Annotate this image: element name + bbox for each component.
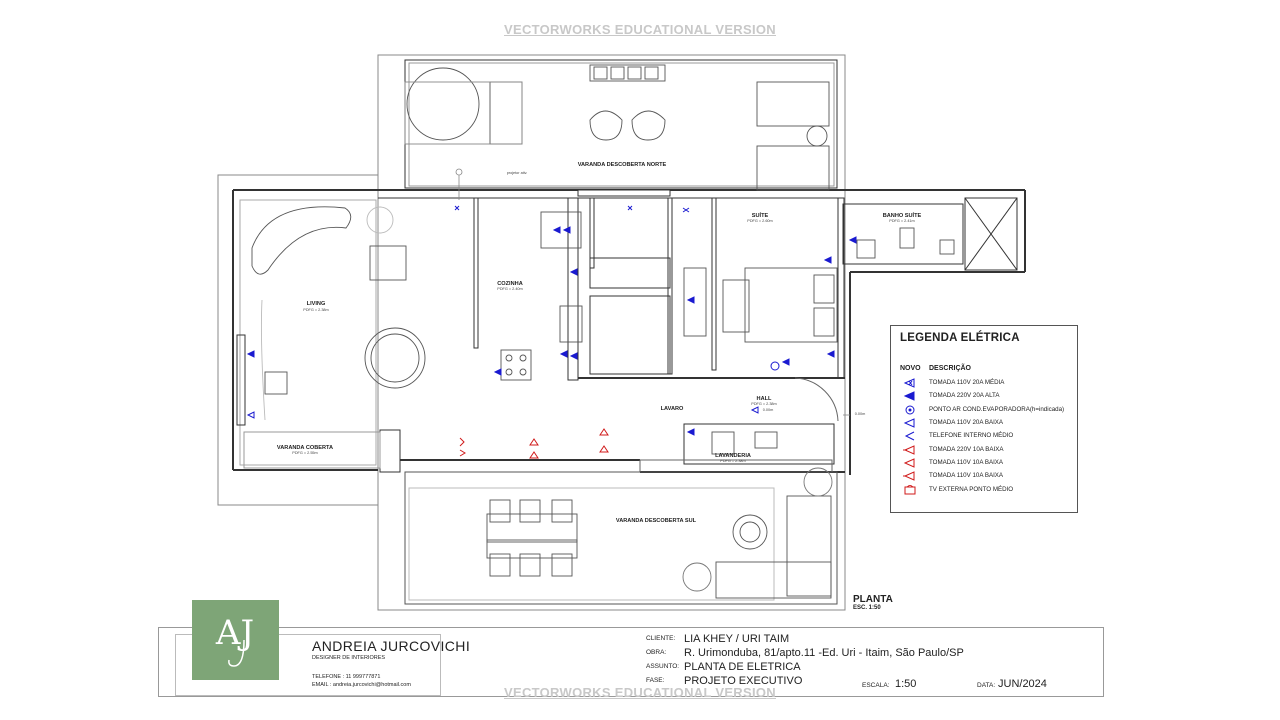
room-height: PDFG = 2.40m [497, 287, 523, 291]
triangle-outlet-icon [903, 378, 917, 388]
legend-row: TOMADA 110V 20A MÉDIA [891, 377, 1079, 390]
plan-note: 0.00m [762, 408, 774, 412]
designer-email: EMAIL : andreia.jurcovichi@hotmail.com [312, 682, 411, 688]
designer-info [312, 638, 470, 689]
scale-label: ESCALA: [862, 682, 890, 689]
room-label: SUÍTE [751, 213, 769, 219]
scale-value: 1:50 [895, 678, 917, 690]
legend-row: TOMADA 220V 10A BAIXA [891, 444, 1079, 457]
legend-col-desc: DESCRIÇÃO [929, 365, 972, 372]
date-label: DATA: [977, 682, 996, 689]
client-value: LIA KHEY / URI TAIM [684, 633, 790, 645]
phone-point-icon [903, 431, 917, 441]
legend-title: LEGENDA ELÉTRICA [900, 332, 1020, 344]
legend-row: TELEFONE INTERNO MÉDIO [891, 430, 1079, 443]
plan-note: projetor ativ. [506, 171, 528, 175]
legend-row: TOMADA 110V 10A BAIXA [891, 457, 1079, 470]
triangle-filled-outlet-icon [903, 391, 917, 401]
plan-title: PLANTA [853, 594, 893, 605]
date-value: JUN/2024 [998, 678, 1047, 690]
tv-point-icon [903, 485, 917, 495]
designer-logo [192, 600, 279, 680]
room-label: VARANDA DESCOBERTA SUL [615, 518, 697, 524]
legend-row: TOMADA 220V 20A ALTA [891, 390, 1079, 403]
designer-phone: TELEFONE : 11 999777871 [312, 674, 381, 680]
plan-note: 0.00m [854, 412, 866, 416]
plan-scale: ESC. 1:50 [853, 605, 881, 611]
phase-value: PROJETO EXECUTIVO [684, 675, 803, 687]
legend-row: TOMADA 110V 10A BAIXA [891, 470, 1079, 483]
electrical-legend [890, 325, 1078, 513]
room-height: PDFG = 2.38m [751, 402, 777, 406]
room-height: PDFG = 2.60m [747, 219, 773, 223]
designer-name: ANDREIA JURCOVICHI [312, 638, 471, 654]
room-label: COZINHA [497, 281, 523, 287]
living-outer-boundary [218, 175, 378, 505]
room-label: VARANDA COBERTA [276, 445, 334, 451]
room-height: PDFG = 2.41m [889, 219, 915, 223]
phase-label: FASE: [646, 677, 665, 684]
room-height: PDFG = 2.55m [292, 451, 318, 455]
work-value: R. Urimonduba, 81/apto.11 -Ed. Uri - Itaim, São Paulo/SP [684, 647, 964, 659]
room-label: LAVANDERIA [715, 453, 751, 459]
work-label: OBRA: [646, 649, 667, 656]
svg-text:AJ: AJ [215, 613, 255, 653]
designer-subtitle: DESIGNER DE INTERIORES [312, 655, 386, 661]
legend-row: PONTO AR COND.EVAPORADORA(h=indicada) [891, 404, 1079, 417]
room-label: VARANDA DESCOBERTA NORTE [577, 162, 667, 168]
room-label: BANHO SUÍTE [882, 213, 922, 219]
aj-monogram-icon [192, 600, 279, 680]
legend-row: TV EXTERNA PONTO MÉDIO [891, 484, 1079, 497]
outlet-low-icon [903, 418, 917, 428]
ac-point-icon [903, 405, 917, 415]
outer-boundary [378, 55, 845, 610]
legend-col-new: NOVO [900, 365, 921, 372]
room-label: LIVING [306, 301, 326, 307]
room-height: PDFG = 2.38m [720, 459, 746, 463]
watermark-bottom: VECTORWORKS EDUCATIONAL VERSION [504, 685, 776, 700]
subject-value: PLANTA DE ELETRICA [684, 661, 801, 673]
room-label: HALL [756, 396, 772, 402]
watermark-top: VECTORWORKS EDUCATIONAL VERSION [504, 22, 776, 37]
subject-label: ASSUNTO: [646, 663, 680, 670]
room-label: LAVARO [660, 406, 684, 412]
outlet-110-low-icon [903, 471, 917, 481]
outlet-110-low-icon [903, 458, 917, 468]
room-height: PDFG = 2.38m [303, 308, 329, 312]
client-label: CLIENTE: [646, 635, 676, 642]
outlet-220-low-icon [903, 445, 917, 455]
legend-row: TOMADA 110V 20A BAIXA [891, 417, 1079, 430]
